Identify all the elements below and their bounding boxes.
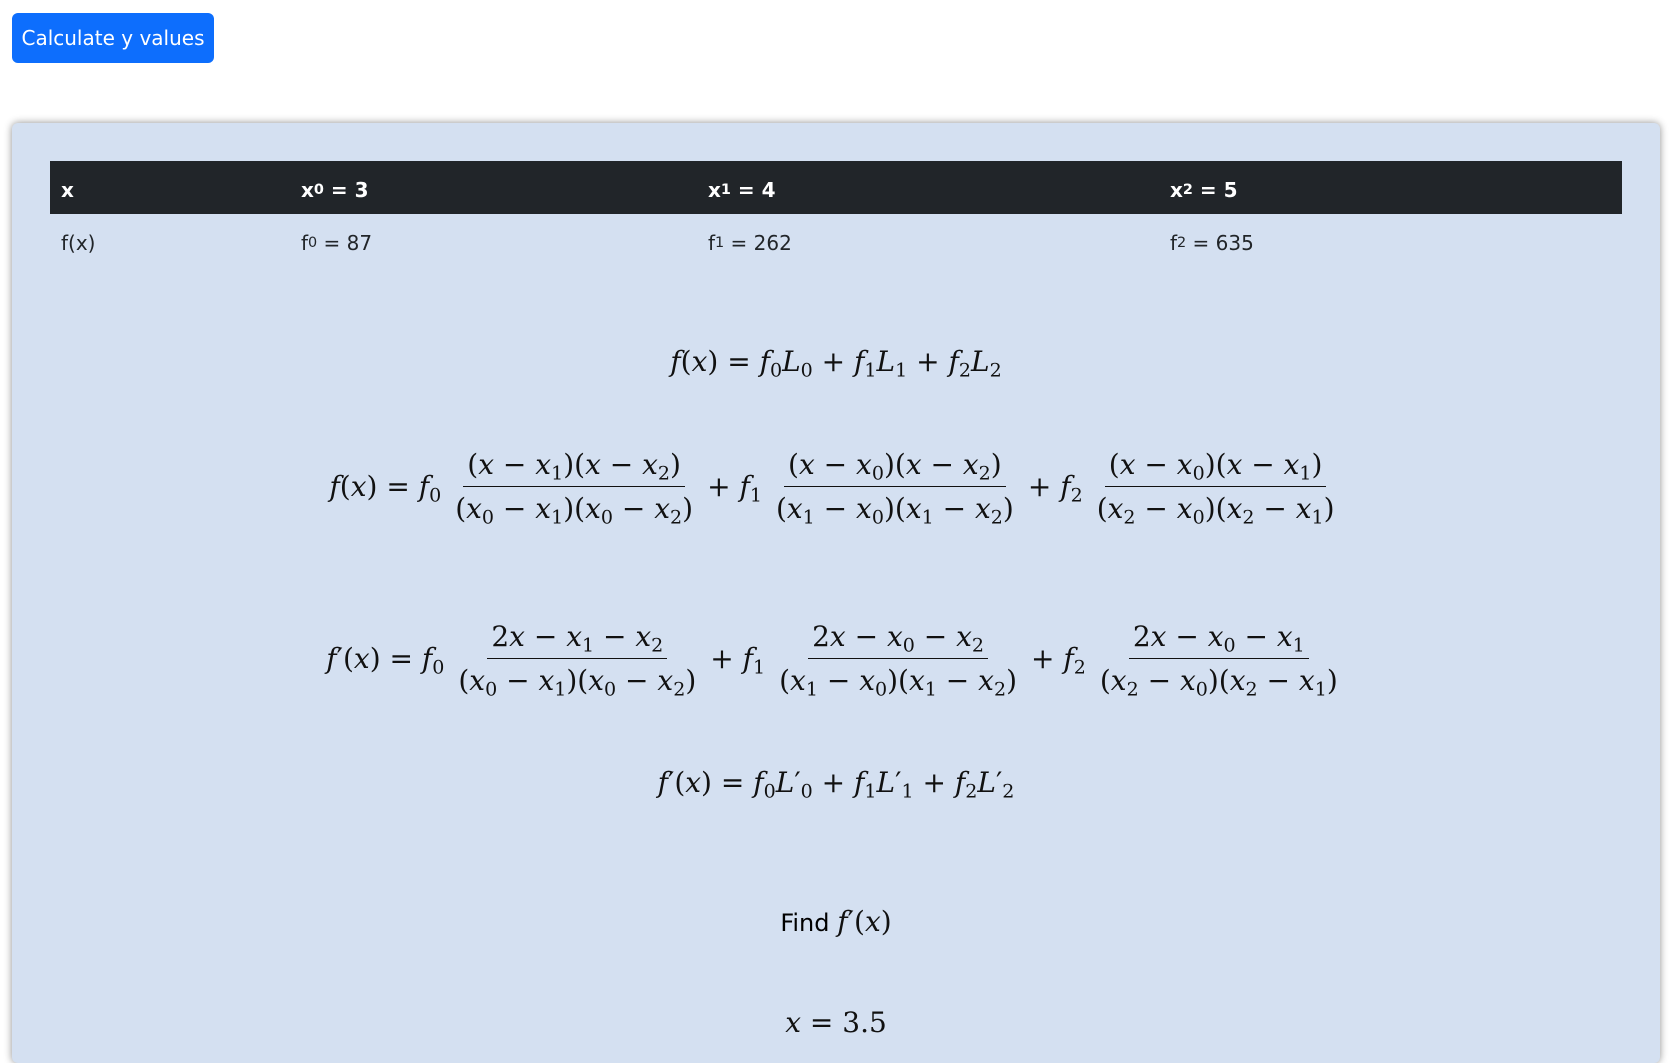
table-row <box>50 214 1622 272</box>
row-label-fx: f(x) <box>61 231 96 255</box>
x-value: 3.5 <box>842 1006 887 1039</box>
table-header-row <box>50 161 1622 214</box>
find-derivative-prompt: Find f′(x) <box>780 905 892 938</box>
x-value-equation: x = 3.5 <box>785 1006 887 1039</box>
lagrange-expanded-formula: $f(x) = f_0$ $\frac{(x - x_1)(x - x_2)}{(x_0 - x_1)(x_0 - x_2)}$ + $f_1$ $\frac{(x - x_0)(x - x_2)}{(x_1 - x_0)(x_1 - x_2)}$ + $f_2$ $\frac{(x - x_0)(x - x_1)}{(x_2 - x_0)(x_2 - x_1)}$ <box>329 448 1335 529</box>
header-x2: x 2 = 5 <box>1170 177 1238 202</box>
header-x0: x 0 = 3 <box>301 177 369 202</box>
find-label: Find <box>780 909 830 937</box>
cell-f1: f 1 = 262 <box>708 231 792 255</box>
derivative-expanded-formula: $f'(x) = f_0$ $\frac{2x - x_1 - x_2}{(x_0 - x_1)(x_0 - x_2)}$ + $f_1$ $\frac{2x - x_0 - x_2}{(x_1 - x_0)(x_1 - x_2)}$ + $f_2$ $\frac{2x - x_0 - x_1}{(x_2 - x_0)(x_2 - x_1)}$ <box>326 620 1338 701</box>
calculate-y-values-button[interactable]: Calculate y values <box>12 13 214 63</box>
cell-f0: f 0 = 87 <box>301 231 373 255</box>
data-table <box>50 161 1622 272</box>
content-panel <box>12 123 1660 1063</box>
lagrange-formula: $f(x) = f_0L_0 + f_1L_1 + f_2L_2$ <box>670 345 1002 382</box>
derivative-formula: $f'(x) = f_0L'_0 + f_1L'_1 + f_2L'_2$ <box>657 766 1015 803</box>
header-x: x <box>61 177 74 202</box>
header-x1: x 1 = 4 <box>708 177 776 202</box>
cell-f2: f 2 = 635 <box>1170 231 1254 255</box>
